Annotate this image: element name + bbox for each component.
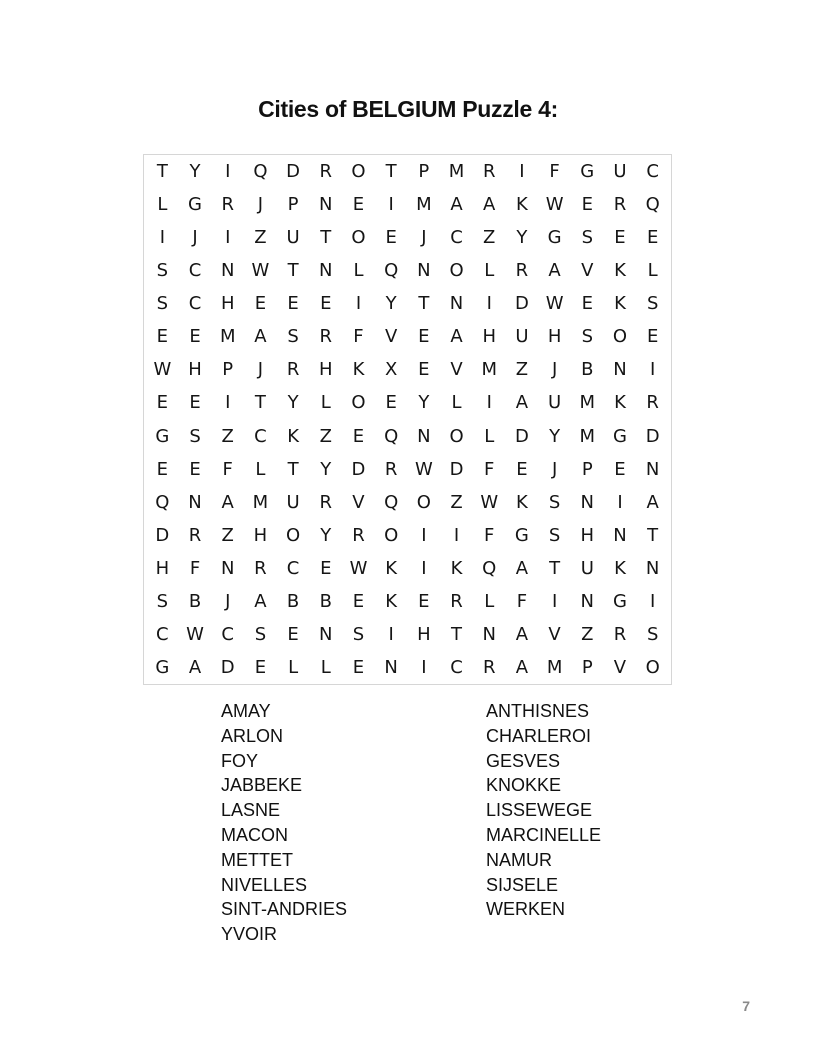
grid-letter: I <box>388 623 394 645</box>
grid-letter: F <box>549 161 560 183</box>
grid-letter: G <box>155 425 170 447</box>
grid-letter: L <box>157 194 168 216</box>
grid-letter: O <box>286 524 301 546</box>
grid-letter: L <box>451 392 462 414</box>
grid-letter: R <box>482 161 496 183</box>
grid-letter: S <box>646 623 659 645</box>
grid-letter: B <box>581 359 594 381</box>
word-list-item: LISSEWEGE <box>486 800 593 821</box>
grid-letter: J <box>551 359 558 381</box>
grid-letter: U <box>515 326 529 348</box>
grid-letter: S <box>646 293 659 315</box>
grid-letter: O <box>351 227 366 249</box>
grid-letter: I <box>421 524 427 546</box>
grid-letter: Y <box>549 425 561 447</box>
grid-letter: U <box>613 161 627 183</box>
puzzle-title: Cities of BELGIUM Puzzle 4: <box>258 96 558 122</box>
grid-letter: I <box>519 161 525 183</box>
grid-letter: E <box>581 293 593 315</box>
grid-letter: N <box>645 458 660 480</box>
grid-letter: W <box>545 293 564 315</box>
grid-letter: I <box>225 227 231 249</box>
grid-letter: K <box>352 359 365 381</box>
grid-letter: S <box>156 590 169 612</box>
grid-letter: E <box>516 458 528 480</box>
word-list-item: FOY <box>221 750 259 771</box>
grid-letter: I <box>421 557 427 579</box>
grid-letter: B <box>188 590 202 612</box>
grid-letter: T <box>451 623 463 645</box>
grid-letter: T <box>647 524 659 546</box>
grid-letter: L <box>484 425 495 447</box>
grid-letter: E <box>287 623 299 645</box>
grid-letter: X <box>384 359 398 381</box>
grid-letter: M <box>546 656 563 678</box>
word-list-right <box>486 699 601 922</box>
grid-letter: E <box>320 557 332 579</box>
grid-letter: T <box>549 557 561 579</box>
grid-letter: W <box>186 623 204 645</box>
grid-letter: A <box>515 623 529 645</box>
grid-letter: N <box>319 194 333 216</box>
grid-letter: O <box>351 392 366 414</box>
grid-letter: I <box>355 293 362 315</box>
word-list-item: NAMUR <box>486 849 552 870</box>
word-list-left <box>221 699 347 947</box>
word-list-item: WERKEN <box>486 899 566 920</box>
grid-letter: Z <box>254 227 267 249</box>
grid-letter: Z <box>581 623 594 645</box>
grid-letter: I <box>421 656 427 678</box>
grid-letter: J <box>257 194 264 216</box>
grid-letter: G <box>547 227 562 249</box>
grid-letter: Z <box>221 524 234 546</box>
grid-letter: G <box>155 656 170 678</box>
grid-letter: U <box>580 557 594 579</box>
grid-letter: R <box>613 623 627 645</box>
grid-letter: A <box>515 656 529 678</box>
grid-letter: Y <box>189 161 201 183</box>
grid-letter: W <box>349 557 368 579</box>
grid-letter: I <box>159 227 165 249</box>
grid-letter: M <box>416 194 432 216</box>
page-number: 7 <box>742 998 750 1014</box>
grid-letter: I <box>486 293 492 315</box>
grid-letter: O <box>449 425 464 447</box>
grid-letter: W <box>153 359 172 381</box>
grid-letter: D <box>220 656 235 678</box>
grid-letter: G <box>612 590 627 612</box>
grid-letter: E <box>646 227 659 249</box>
grid-letter: A <box>450 326 463 348</box>
word-list-item: CHARLEROI <box>486 725 592 746</box>
grid-letter: N <box>613 524 627 546</box>
grid-letter: R <box>515 260 529 282</box>
grid-letter: R <box>221 194 234 216</box>
grid-letter: C <box>188 260 202 282</box>
grid-letter: N <box>188 491 202 513</box>
word-list-item: ANTHISNES <box>486 701 590 721</box>
grid-letter: R <box>319 161 333 183</box>
grid-letter: C <box>156 623 169 645</box>
word-list-item: MARCINELLE <box>486 824 602 845</box>
grid-letter: L <box>484 590 495 612</box>
grid-letter: E <box>418 326 430 348</box>
grid-letter: R <box>384 458 398 480</box>
grid-letter: M <box>219 326 236 348</box>
grid-letter: S <box>254 623 267 645</box>
word-list-item: METTET <box>221 849 293 870</box>
grid-letter: Y <box>287 392 299 414</box>
grid-letter: S <box>548 491 561 513</box>
grid-letter: P <box>418 161 430 183</box>
grid-letter: E <box>156 458 169 480</box>
grid-letter: E <box>418 590 430 612</box>
grid-letter: O <box>645 656 660 678</box>
grid-letter: E <box>189 458 201 480</box>
grid-letter: O <box>449 260 464 282</box>
grid-letter: Q <box>384 260 399 282</box>
grid-letter: S <box>352 623 365 645</box>
grid-letter: T <box>156 161 168 183</box>
grid-letter: R <box>450 590 463 612</box>
grid-letter: P <box>222 359 234 381</box>
grid-letter: E <box>646 326 659 348</box>
grid-letter: Y <box>385 293 397 315</box>
grid-letter: W <box>251 260 270 282</box>
grid-letter: K <box>614 293 626 315</box>
grid-letter: I <box>650 590 656 612</box>
grid-letter: N <box>613 359 627 381</box>
grid-letter: Y <box>516 227 528 249</box>
grid-letter: D <box>155 524 170 546</box>
grid-letter: V <box>384 326 398 348</box>
word-list-item: NIVELLES <box>221 874 308 895</box>
grid-letter: O <box>612 326 628 348</box>
grid-letter: E <box>254 656 267 678</box>
grid-letter: I <box>388 194 394 216</box>
grid-letter: C <box>188 293 202 315</box>
grid-letter: J <box>551 458 558 480</box>
grid-letter: N <box>482 623 496 645</box>
word-list-item: GESVES <box>486 750 561 771</box>
grid-letter: Q <box>155 491 170 513</box>
grid-letter: C <box>450 227 463 249</box>
grid-letter: H <box>253 524 268 546</box>
grid-letter: K <box>450 557 463 579</box>
word-search-grid <box>143 154 672 685</box>
grid-letter: S <box>156 260 169 282</box>
grid-letter: K <box>516 194 528 216</box>
grid-letter: E <box>352 425 365 447</box>
grid-letter: A <box>254 590 267 612</box>
grid-letter: J <box>192 227 198 249</box>
grid-letter: S <box>581 227 593 249</box>
grid-letter: H <box>188 359 202 381</box>
grid-letter: Z <box>483 227 496 249</box>
word-list-item: ARLON <box>221 725 284 746</box>
grid-letter: L <box>484 260 495 282</box>
grid-letter: K <box>614 557 626 579</box>
grid-letter: E <box>189 392 201 414</box>
grid-letter: N <box>645 557 660 579</box>
grid-letter: E <box>352 194 365 216</box>
grid-letter: Z <box>319 425 332 447</box>
grid-letter: E <box>287 293 299 315</box>
grid-letter: G <box>612 425 627 447</box>
word-list-item: SINT-ANDRIES <box>221 899 348 920</box>
grid-letter: M <box>481 359 497 381</box>
grid-letter: U <box>548 392 562 414</box>
grid-letter: D <box>645 425 660 447</box>
word-list-item: MACON <box>221 824 288 845</box>
grid-letter: Z <box>221 425 234 447</box>
word-list-item: AMAY <box>221 701 271 721</box>
word-list-item: JABBEKE <box>221 775 303 796</box>
grid-letter: Z <box>515 359 529 381</box>
grid-letter: J <box>257 359 264 381</box>
grid-letter: L <box>353 260 364 282</box>
grid-letter: R <box>286 359 300 381</box>
grid-letter: M <box>579 425 596 447</box>
grid-letter: R <box>188 524 202 546</box>
grid-letter: E <box>352 590 365 612</box>
word-list-item: KNOKKE <box>486 775 562 796</box>
grid-letter: P <box>287 194 299 216</box>
grid-letter: G <box>580 161 595 183</box>
grid-letter: T <box>287 458 299 480</box>
grid-letter: O <box>351 161 366 183</box>
grid-letter: H <box>417 623 431 645</box>
grid-letter: A <box>515 557 529 579</box>
grid-letter: M <box>579 392 596 414</box>
grid-letter: I <box>617 491 623 513</box>
grid-letter: E <box>385 392 397 414</box>
grid-letter: E <box>352 656 365 678</box>
grid-letter: M <box>252 491 269 513</box>
grid-letter: N <box>417 260 431 282</box>
grid-letter: E <box>156 326 169 348</box>
grid-letter: U <box>286 227 300 249</box>
grid-letter: W <box>545 194 564 216</box>
grid-letter: N <box>449 293 464 315</box>
grid-letter: U <box>286 491 300 513</box>
grid-letter: C <box>450 656 463 678</box>
word-list-item: SIJSELE <box>486 874 559 895</box>
grid-letter: N <box>580 590 595 612</box>
grid-letter: R <box>254 557 267 579</box>
grid-letter: P <box>581 656 593 678</box>
grid-letter: N <box>417 425 431 447</box>
grid-letter: E <box>385 227 397 249</box>
grid-letter: C <box>286 557 300 579</box>
grid-letter: V <box>581 260 594 282</box>
grid-letter: F <box>516 590 528 612</box>
grid-letter: A <box>646 491 659 513</box>
grid-letter: Y <box>320 524 332 546</box>
grid-letter: A <box>548 260 561 282</box>
grid-letter: L <box>288 656 299 678</box>
grid-letter: E <box>614 458 626 480</box>
grid-letter: Q <box>384 425 399 447</box>
grid-letter: H <box>580 524 595 546</box>
grid-letter: J <box>225 590 231 612</box>
grid-letter: D <box>286 161 301 183</box>
grid-letter: F <box>189 557 201 579</box>
grid-letter: A <box>483 194 496 216</box>
grid-letter: R <box>646 392 659 414</box>
grid-letter: P <box>581 458 593 480</box>
grid-letter: D <box>514 293 529 315</box>
grid-letter: D <box>449 458 464 480</box>
grid-letter: T <box>385 161 397 183</box>
grid-letter: T <box>254 392 266 414</box>
grid-letter: I <box>650 359 656 381</box>
grid-letter: E <box>614 227 626 249</box>
grid-letter: F <box>353 326 364 348</box>
grid-letter: I <box>225 392 231 414</box>
grid-letter: C <box>221 623 234 645</box>
grid-letter: T <box>418 293 430 315</box>
grid-letter: R <box>319 491 333 513</box>
grid-letter: Y <box>320 458 332 480</box>
grid-letter: S <box>287 326 299 348</box>
grid-letter: Q <box>482 557 497 579</box>
grid-letter: N <box>319 260 333 282</box>
grid-letter: H <box>319 359 333 381</box>
grid-letter: E <box>189 326 201 348</box>
grid-letter: G <box>188 194 202 216</box>
grid-letter: S <box>581 326 593 348</box>
grid-letter: C <box>254 425 267 447</box>
grid-letter: K <box>614 392 626 414</box>
grid-letter: K <box>516 491 528 513</box>
grid-letter: J <box>421 227 427 249</box>
grid-letter: L <box>255 458 266 480</box>
grid-letter: L <box>320 392 331 414</box>
grid-letter: I <box>551 590 558 612</box>
word-list-item: YVOIR <box>221 924 278 945</box>
grid-letter: L <box>320 656 331 678</box>
grid-letter: V <box>613 656 627 678</box>
grid-letter: G <box>514 524 529 546</box>
grid-letter: D <box>351 458 366 480</box>
grid-letter: F <box>222 458 233 480</box>
grid-letter: K <box>287 425 299 447</box>
grid-letter: O <box>416 491 431 513</box>
grid-letter: Q <box>645 194 660 216</box>
grid-letter: H <box>220 293 235 315</box>
grid-letter: F <box>484 458 495 480</box>
grid-letter: E <box>581 194 593 216</box>
grid-letter: N <box>220 260 235 282</box>
grid-letter: D <box>514 425 529 447</box>
grid-letter: Y <box>418 392 430 414</box>
grid-letter: A <box>188 656 202 678</box>
grid-letter: C <box>646 161 659 183</box>
grid-letter: M <box>448 161 465 183</box>
grid-letter: H <box>155 557 170 579</box>
grid-letter: R <box>613 194 627 216</box>
grid-letter: A <box>450 194 463 216</box>
grid-letter: N <box>220 557 235 579</box>
grid-letter: N <box>580 491 595 513</box>
grid-letter: E <box>320 293 332 315</box>
grid-letter: K <box>385 557 398 579</box>
grid-letter: A <box>515 392 529 414</box>
grid-letter: B <box>319 590 332 612</box>
grid-letter: I <box>486 392 492 414</box>
grid-letter: T <box>287 260 299 282</box>
grid-letter: A <box>254 326 267 348</box>
grid-letter: E <box>254 293 267 315</box>
grid-letter: H <box>482 326 496 348</box>
grid-letter: W <box>414 458 433 480</box>
grid-letter: K <box>614 260 626 282</box>
grid-letter: E <box>156 392 169 414</box>
grid-letter: R <box>352 524 365 546</box>
grid-letter: Q <box>253 161 268 183</box>
grid-letter: Z <box>450 491 463 513</box>
grid-letter: V <box>450 359 463 381</box>
grid-letter: N <box>319 623 333 645</box>
grid-letter: R <box>482 656 496 678</box>
word-list-item: LASNE <box>221 800 281 821</box>
grid-letter: S <box>548 524 561 546</box>
grid-letter: H <box>547 326 562 348</box>
grid-letter: F <box>484 524 495 546</box>
grid-letter: W <box>480 491 499 513</box>
grid-letter: O <box>384 524 399 546</box>
grid-letter: V <box>352 491 365 513</box>
grid-letter: L <box>647 260 658 282</box>
grid-letter: R <box>319 326 333 348</box>
grid-letter: I <box>453 524 460 546</box>
grid-letter: K <box>385 590 398 612</box>
grid-letter: B <box>286 590 300 612</box>
grid-letter: Q <box>384 491 399 513</box>
grid-letter: N <box>384 656 398 678</box>
grid-letter: S <box>189 425 201 447</box>
grid-letter: V <box>548 623 561 645</box>
grid-letter: A <box>221 491 234 513</box>
grid-letter: S <box>156 293 169 315</box>
grid-letter: E <box>418 359 430 381</box>
grid-letter: T <box>320 227 332 249</box>
grid-letter: I <box>225 161 231 183</box>
